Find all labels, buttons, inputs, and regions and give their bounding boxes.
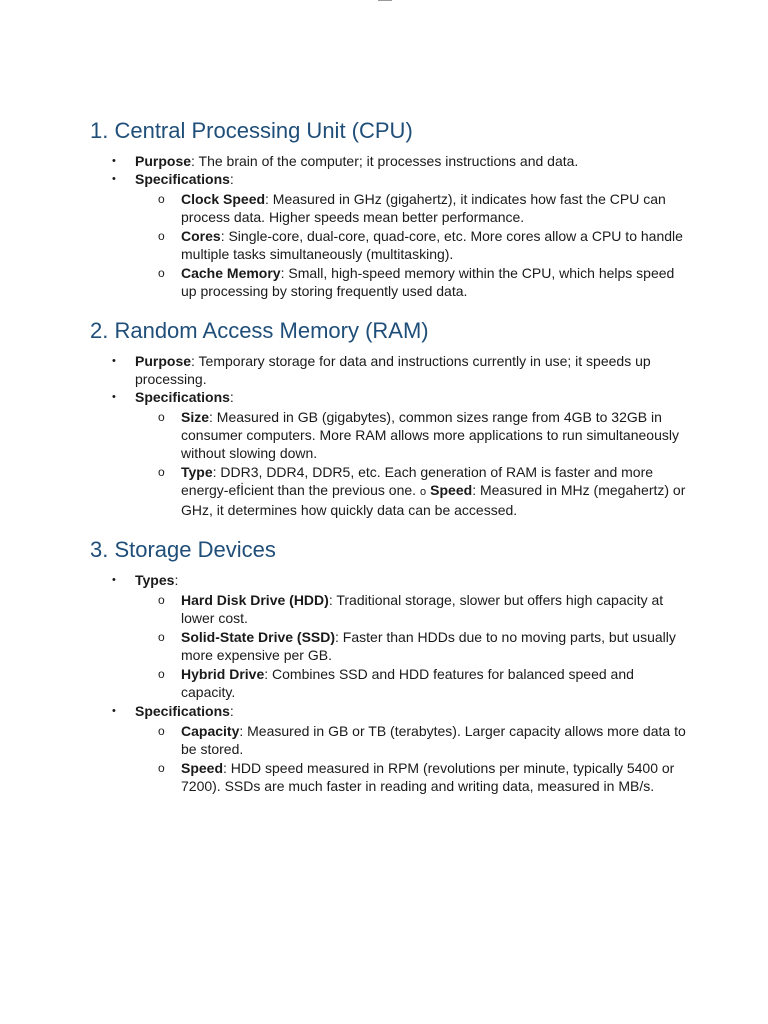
term-label: Hard Disk Drive (HDD)	[181, 592, 329, 608]
bullet-icon: •	[112, 173, 116, 185]
circle-bullet-icon: o	[158, 266, 165, 280]
list-item	[135, 264, 690, 300]
storage-bullet-list	[90, 571, 690, 795]
list-item	[135, 463, 690, 519]
term-label: Specifications	[135, 703, 230, 719]
item-text: : HDD speed measured in RPM (revolutions per minute, typically 5400 or 7200). SSDs are much faster in reading and writing data, measured in MB/s.	[181, 760, 675, 794]
list-item	[90, 702, 690, 795]
section-cpu	[90, 116, 690, 300]
term-label: Clock Speed	[181, 191, 266, 207]
list-item	[90, 152, 690, 170]
list-item	[90, 170, 690, 300]
item-text: : Faster than HDDs due to no moving parts, but usually more expensive per GB.	[181, 629, 676, 663]
bullet-icon: •	[112, 705, 116, 717]
item-text: : The brain of the computer; it processes instructions and data.	[191, 153, 579, 169]
circle-bullet-icon: o	[158, 192, 165, 206]
term-label: Types	[135, 572, 175, 588]
circle-bullet-icon: o	[158, 593, 165, 607]
circle-bullet-icon: o	[158, 724, 165, 738]
list-item	[135, 759, 690, 795]
cpu-bullet-list	[90, 152, 690, 300]
circle-bullet-icon: o	[158, 410, 165, 424]
list-item	[135, 722, 690, 758]
item-text: :	[229, 389, 234, 405]
storage-spec-sublist	[135, 722, 690, 795]
item-text: : Combines SSD and HDD features for balanced speed and capacity.	[181, 666, 634, 700]
item-text: : Temporary storage for data and instructions currently in use; it speeds up processing.	[135, 353, 651, 387]
term-label: Cores	[181, 228, 221, 244]
item-text: : Measured in GB (gigabytes), common sizes range from 4GB to 32GB in consumer computers. More RAM allows more applications to run simultaneously without slowing down.	[181, 409, 679, 461]
list-item	[135, 190, 690, 226]
circle-bullet-icon: o	[158, 630, 165, 644]
item-text: : Small, high-speed memory within the CPU, which helps speed up processing by storing frequently used data.	[181, 265, 675, 299]
term-label: Specifications	[135, 171, 230, 187]
term-label: Type	[181, 464, 213, 480]
item-text: :	[229, 171, 234, 187]
ram-spec-sublist	[135, 408, 690, 519]
section-heading-storage: 3. Storage Devices	[90, 537, 276, 562]
section-heading-ram: 2. Random Access Memory (RAM)	[90, 318, 429, 343]
item-text: :	[174, 572, 179, 588]
item-text: :	[229, 703, 234, 719]
term-label: Speed	[181, 760, 224, 776]
bullet-icon: •	[112, 574, 116, 586]
term-label: Speed	[430, 482, 473, 498]
item-text: : Measured in GHz (gigahertz), it indicates how fast the CPU can process data. Higher speeds mean better performance.	[181, 191, 666, 225]
list-item	[90, 352, 690, 388]
term-label: Size	[181, 409, 210, 425]
term-label: Hybrid Drive	[181, 666, 265, 682]
ram-bullet-list	[90, 352, 690, 519]
storage-types-sublist	[135, 591, 690, 701]
document-body	[90, 116, 690, 796]
page-top-mark	[378, 0, 392, 1]
list-item	[90, 571, 690, 701]
item-text: : Single-core, dual-core, quad-core, etc. More cores allow a CPU to handle multiple tasks simultaneously (multitasking).	[181, 228, 683, 262]
term-label: Specifications	[135, 389, 230, 405]
cpu-spec-sublist	[135, 190, 690, 300]
term-label: Purpose	[135, 153, 192, 169]
list-item	[135, 591, 690, 627]
list-item	[135, 665, 690, 701]
term-label: Purpose	[135, 353, 192, 369]
circle-bullet-icon: o	[158, 667, 165, 681]
term-label: Solid-State Drive (SSD)	[181, 629, 336, 645]
circle-bullet-icon: o	[158, 465, 165, 479]
circle-bullet-icon: o	[158, 761, 165, 775]
list-item	[90, 388, 690, 519]
bullet-icon: •	[112, 391, 116, 403]
section-storage	[90, 535, 690, 795]
item-text: : DDR3, DDR4, DDR5, etc. Each generation of RAM is faster and more energy-efİcient than the previous one.	[181, 464, 654, 498]
item-text: : Measured in MHz (megahertz) or GHz, it determines how quickly data can be accessed.	[181, 482, 686, 518]
inline-circle-bullet-icon: o	[420, 486, 427, 498]
term-label: Capacity	[181, 723, 240, 739]
list-item	[135, 628, 690, 664]
section-ram	[90, 316, 690, 519]
item-text: : Traditional storage, slower but offers high capacity at lower cost.	[181, 592, 664, 626]
term-label: Cache Memory	[181, 265, 281, 281]
bullet-icon: •	[112, 155, 116, 167]
section-heading-cpu: 1. Central Processing Unit (CPU)	[90, 118, 413, 143]
item-text: : Measured in GB or TB (terabytes). Larger capacity allows more data to be stored.	[181, 723, 686, 757]
bullet-icon: •	[112, 355, 116, 367]
list-item	[135, 227, 690, 263]
circle-bullet-icon: o	[158, 229, 165, 243]
list-item	[135, 408, 690, 462]
